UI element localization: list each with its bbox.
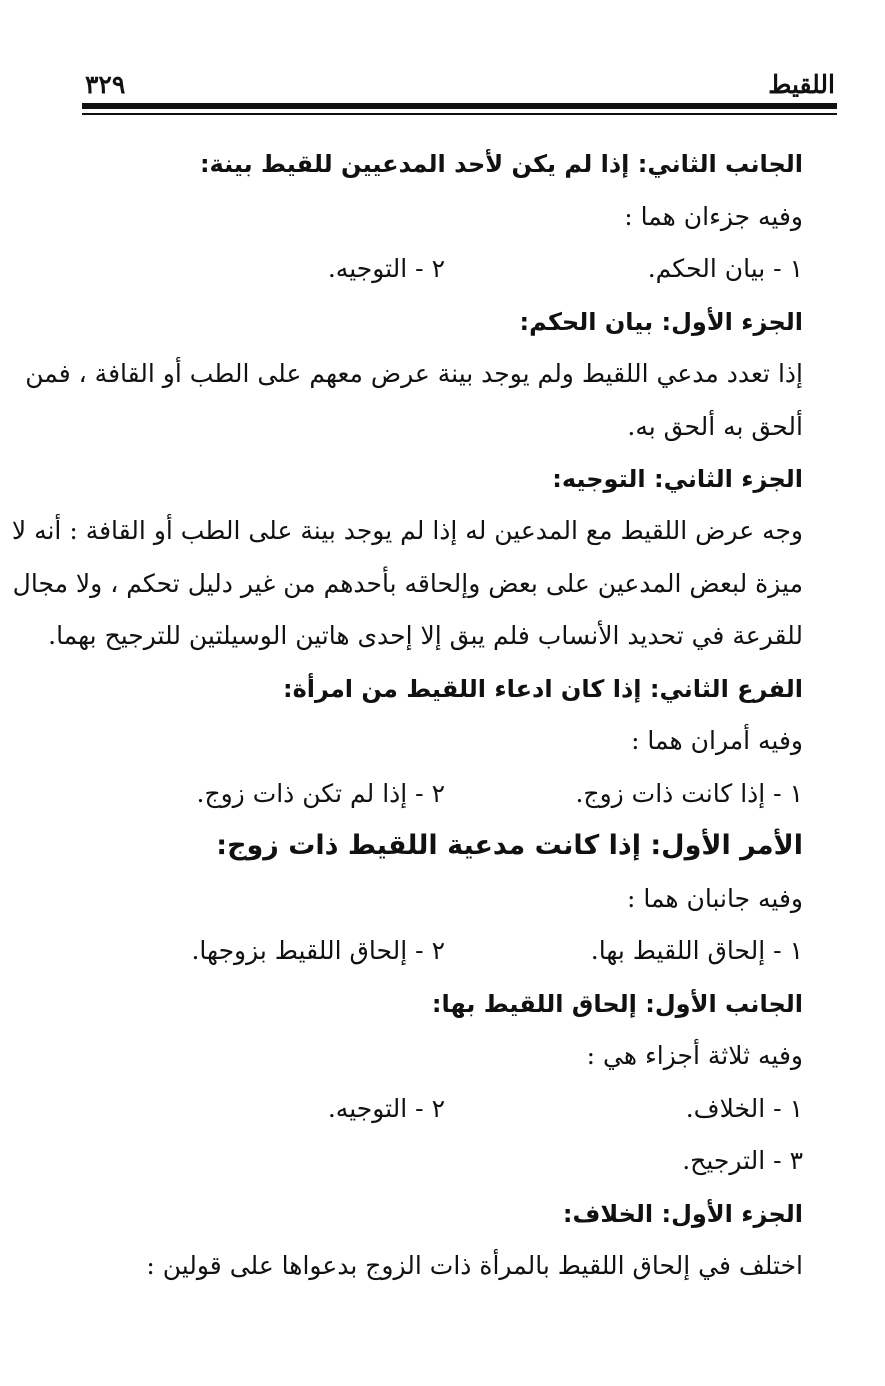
paragraph-line: وجه عرض اللقيط مع المدعين له إذا لم يوجد بينة على الطب أو القافة : أنه لا <box>11 516 803 545</box>
list-item: ١ - إذا كانت ذات زوج. <box>575 779 803 808</box>
text-line: وفيه ثلاثة أجزاء هي : <box>586 1041 803 1070</box>
paragraph-line: ألحق به ألحق به. <box>627 412 803 441</box>
list-item: ٣ - الترجيح. <box>682 1146 803 1175</box>
text-line: وفيه جانبان هما : <box>626 884 803 913</box>
section-heading: الأمر الأول: إذا كانت مدعية اللقيط ذات زوج: <box>216 830 803 861</box>
list-item: ٢ - إذا لم تكن ذات زوج. <box>196 779 445 808</box>
text-line: وفيه أمران هما : <box>631 726 803 755</box>
page-number: ٣٢٩ <box>85 70 126 99</box>
paragraph-line: ميزة لبعض المدعين على بعض وإلحاقه بأحدهم من غير دليل تحكم ، ولا مجال <box>12 569 803 598</box>
sub-heading: الجزء الأول: بيان الحكم: <box>519 308 803 336</box>
list-item: ١ - بيان الحكم. <box>647 254 803 283</box>
paragraph-line: للقرعة في تحديد الأنساب فلم يبق إلا إحدى هاتين الوسيلتين للترجيح بهما. <box>48 621 803 650</box>
sub-heading: الجزء الأول: الخلاف: <box>562 1200 803 1228</box>
branch-heading: الفرع الثاني: إذا كان ادعاء اللقيط من امرأة: <box>283 675 803 703</box>
paragraph-line: اختلف في إلحاق اللقيط بالمرأة ذات الزوج بدعواها على قولين : <box>146 1251 803 1280</box>
header-rule-thin <box>82 113 837 115</box>
list-item: ٢ - إلحاق اللقيط بزوجها. <box>191 936 445 965</box>
list-item: ٢ - التوجيه. <box>327 254 445 283</box>
header-rule-thick <box>82 103 837 109</box>
section-heading: الجانب الثاني: إذا لم يكن لأحد المدعيين للقيط بينة: <box>199 150 803 178</box>
list-item: ١ - الخلاف. <box>685 1094 803 1123</box>
text-line: وفيه جزءان هما : <box>624 202 803 231</box>
paragraph-line: إذا تعدد مدعي اللقيط ولم يوجد بينة عرض معهم على الطب أو القافة ، فمن <box>25 359 803 388</box>
list-item: ٢ - التوجيه. <box>327 1094 445 1123</box>
list-item: ١ - إلحاق اللقيط بها. <box>590 936 803 965</box>
sub-heading: الجزء الثاني: التوجيه: <box>552 465 803 493</box>
section-heading: الجانب الأول: إلحاق اللقيط بها: <box>431 990 803 1018</box>
running-header-title: اللقيط <box>768 70 835 99</box>
